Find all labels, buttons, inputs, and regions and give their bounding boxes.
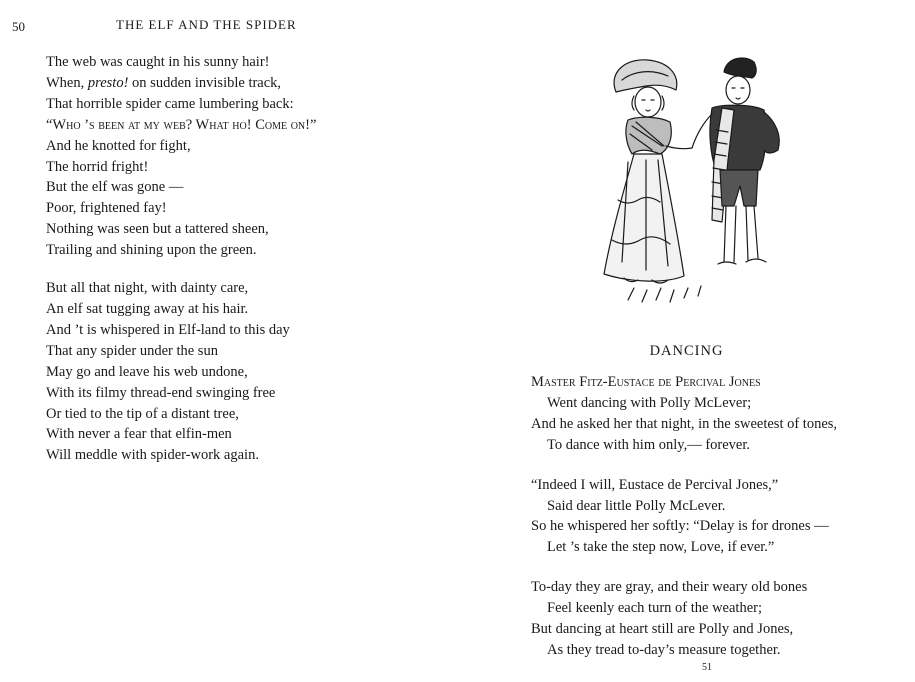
- right-page: [458, 0, 915, 682]
- poem-line: But all that night, with dainty care,: [46, 280, 249, 297]
- dancing-children-illustration: [588, 50, 803, 312]
- poem-line: And he knotted for fight,: [46, 137, 191, 154]
- poem-line: To-day they are gray, and their weary old bones: [531, 579, 808, 596]
- poem-line: “Who ’s been at my web? What ho! Come on!”: [46, 116, 317, 133]
- poem-dancing: [531, 372, 837, 661]
- poem-line: That any spider under the sun: [46, 342, 218, 359]
- poem-line: Trailing and shining upon the green.: [46, 242, 257, 259]
- poem-line: Went dancing with Polly McLever;: [547, 394, 752, 411]
- poem-line: Said dear little Polly McLever.: [547, 497, 726, 514]
- poem-line: With never a fear that elfin-men: [46, 426, 232, 443]
- poem-line: Feel keenly each turn of the weather;: [547, 600, 762, 617]
- poem-line: Or tied to the tip of a distant tree,: [46, 405, 239, 422]
- poem-line: Master Fitz-Eustace de Percival Jones: [531, 374, 761, 390]
- poem-line: The web was caught in his sunny hair!: [46, 54, 270, 70]
- poem-line: The horrid fright!: [46, 158, 149, 175]
- poem-line: Let ’s take the step now, Love, if ever.”: [547, 539, 775, 556]
- poem-line: As they tread to-day’s measure together.: [547, 641, 781, 658]
- stanza-break: [46, 261, 316, 278]
- poem-line: Nothing was seen but a tattered sheen,: [46, 221, 269, 238]
- page-number-left: 50: [12, 19, 25, 34]
- poem-elf-and-spider: [46, 52, 316, 466]
- poem-line: To dance with him only,— forever.: [547, 436, 751, 453]
- poem-title-dancing: DANCING: [649, 343, 724, 359]
- poem-line: And he asked her that night, in the sweetest of tones,: [531, 415, 838, 432]
- poem-line: Poor, frightened fay!: [46, 200, 167, 217]
- stanza-break: [531, 558, 837, 577]
- poem-line: But the elf was gone —: [46, 179, 184, 196]
- poem-line: Will meddle with spider-work again.: [46, 447, 259, 464]
- poem-line: With its filmy thread-end swinging free: [46, 384, 276, 401]
- poem-line: When, presto! on sudden invisible track,: [46, 74, 282, 91]
- page-number-right: 51: [702, 662, 712, 673]
- poem-line: But dancing at heart still are Polly and Jones,: [531, 621, 794, 638]
- poem-line: An elf sat tugging away at his hair.: [46, 300, 249, 317]
- running-head: THE ELF AND THE SPIDER: [116, 17, 297, 32]
- italic-word: presto!: [87, 74, 129, 91]
- poem-line: So he whispered her softly: “Delay is for drones —: [531, 518, 829, 535]
- poem-line: May go and leave his web undone,: [46, 363, 248, 380]
- poem-line: “Indeed I will, Eustace de Percival Jones,”: [531, 476, 779, 493]
- poem-line: And ’t is whispered in Elf-land to this day: [46, 321, 290, 338]
- poem-line: That horrible spider came lumbering back:: [46, 95, 294, 112]
- left-page: [0, 0, 455, 682]
- stanza-break: [531, 456, 837, 475]
